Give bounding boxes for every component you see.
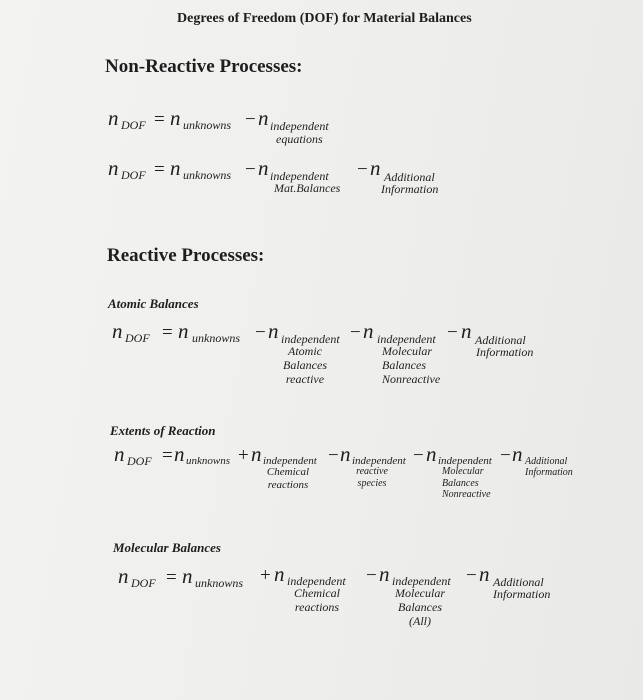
independent-subscript: independent <box>270 119 329 133</box>
n-symbol: n <box>340 442 351 466</box>
minus-sign: − <box>350 322 361 343</box>
extents-of-reaction-label: Extents of Reaction <box>110 423 216 438</box>
dof-subscript: DOF <box>131 576 156 590</box>
molecular-balances-subscript: Molecular Balances Nonreactive <box>382 344 441 386</box>
dof-subscript: DOF <box>127 454 152 468</box>
atomic-balances-label: Atomic Balances <box>108 296 199 311</box>
additional-subscript: Additional <box>493 575 544 589</box>
n-symbol: n <box>108 106 119 130</box>
independent-subscript: independent <box>270 169 329 183</box>
equations-subscript: equations <box>276 132 323 146</box>
minus-sign: − <box>357 159 368 180</box>
information-subscript: Information <box>493 587 551 601</box>
n-symbol: n <box>258 106 269 130</box>
independent-subscript: independent <box>377 332 436 346</box>
n-symbol: n <box>258 156 269 180</box>
equals-sign: = <box>162 445 173 466</box>
minus-sign: − <box>500 445 511 466</box>
minus-sign: − <box>255 322 266 343</box>
unknowns-subscript: unknowns <box>186 455 230 467</box>
minus-sign: − <box>245 159 256 180</box>
unknowns-subscript: unknowns <box>192 331 240 345</box>
additional-subscript: Additional <box>475 333 526 347</box>
n-symbol: n <box>268 319 279 343</box>
n-symbol: n <box>370 156 381 180</box>
n-symbol: n <box>379 562 390 586</box>
n-symbol: n <box>363 319 374 343</box>
unknowns-subscript: unknowns <box>195 576 243 590</box>
n-symbol: n <box>251 442 262 466</box>
n-symbol: n <box>512 442 523 466</box>
minus-sign: − <box>447 322 458 343</box>
independent-subscript: independent <box>352 455 406 467</box>
n-symbol: n <box>461 319 472 343</box>
minus-sign: − <box>245 109 256 130</box>
minus-sign: − <box>328 445 339 466</box>
equals-sign: = <box>162 322 173 343</box>
unknowns-subscript: unknowns <box>183 118 231 132</box>
equals-sign: = <box>154 159 165 180</box>
non-reactive-heading: Non-Reactive Processes: <box>105 56 303 77</box>
chemical-reactions-subscript: Chemical reactions <box>266 466 310 491</box>
plus-sign: + <box>260 565 271 586</box>
information-subscript: Information <box>525 467 573 478</box>
minus-sign: − <box>366 565 377 586</box>
mat-balances-subscript: Mat.Balances <box>274 181 341 195</box>
independent-subscript: independent <box>287 574 346 588</box>
equals-sign: = <box>166 567 177 588</box>
n-symbol: n <box>118 564 129 588</box>
atomic-balances-subscript: Atomic Balances reactive <box>283 344 327 386</box>
equals-sign: = <box>154 109 165 130</box>
n-symbol: n <box>170 156 181 180</box>
dof-subscript: DOF <box>121 168 146 182</box>
n-symbol: n <box>479 562 490 586</box>
n-symbol: n <box>170 106 181 130</box>
n-symbol: n <box>274 562 285 586</box>
information-subscript: Information <box>476 345 534 359</box>
minus-sign: − <box>466 565 477 586</box>
reactive-heading: Reactive Processes: <box>107 245 265 266</box>
dof-subscript: DOF <box>125 331 150 345</box>
n-symbol: n <box>114 442 125 466</box>
independent-subscript: independent <box>392 574 451 588</box>
dof-subscript: DOF <box>121 118 146 132</box>
additional-subscript: Additional <box>384 170 435 184</box>
chemical-reactions-subscript: Chemical reactions <box>294 586 340 614</box>
minus-sign: − <box>413 445 424 466</box>
independent-subscript: independent <box>263 455 317 467</box>
independent-subscript: independent <box>438 455 492 467</box>
n-symbol: n <box>112 319 123 343</box>
reactive-species-subscript: reactive species <box>356 466 388 489</box>
n-symbol: n <box>182 564 193 588</box>
information-subscript: Information <box>381 182 439 196</box>
unknowns-subscript: unknowns <box>183 168 231 182</box>
n-symbol: n <box>178 319 189 343</box>
plus-sign: + <box>238 445 249 466</box>
n-symbol: n <box>174 442 185 466</box>
n-symbol: n <box>426 442 437 466</box>
molecular-balances-label: Molecular Balances <box>113 540 221 555</box>
n-symbol: n <box>108 156 119 180</box>
additional-subscript: Additional <box>525 456 568 467</box>
independent-subscript: independent <box>281 332 340 346</box>
page-title: Degrees of Freedom (DOF) for Material Balances <box>177 11 472 26</box>
molecular-balances-subscript: Molecular Balances Nonreactive <box>442 466 491 500</box>
molecular-balances-all-subscript: Molecular Balances (All) <box>395 586 445 628</box>
